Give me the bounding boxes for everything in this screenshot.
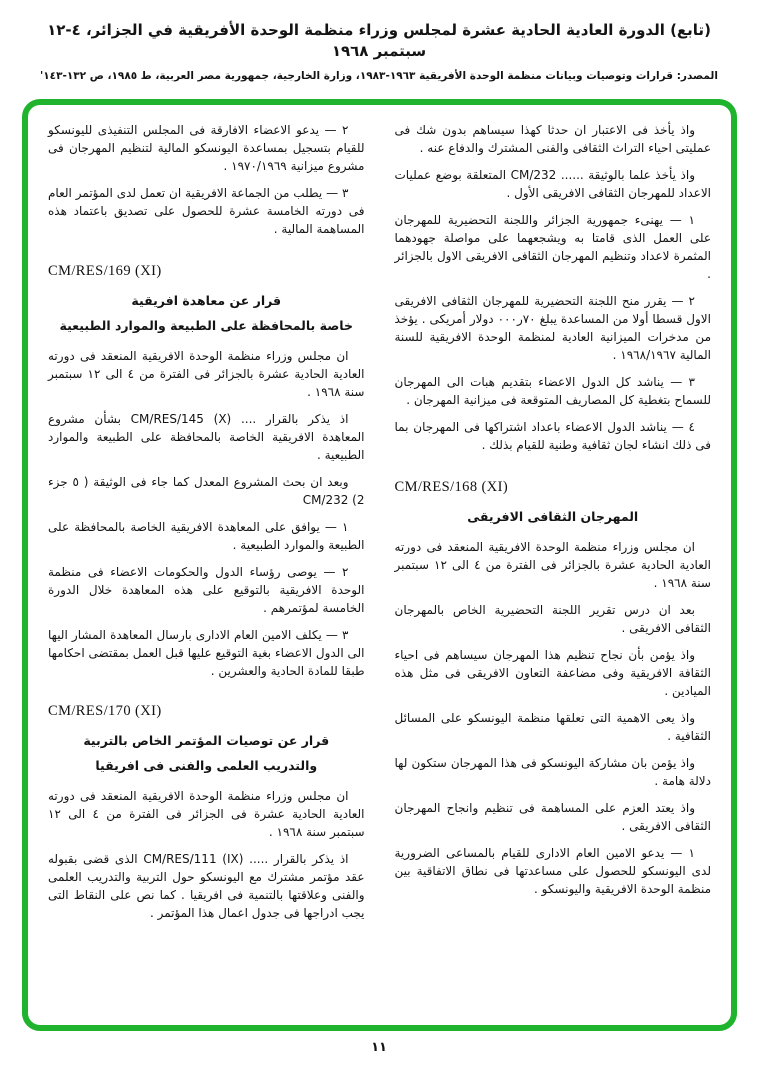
paragraph: ٢ — يدعو الاعضاء الافارقة فى المجلس التنفيذى لليونسكو للقيام بتسجيل بمساعدة اليونسكو المالية لتنظيم المهرجان فى مشروع ميزانية ١٩٧٠/١٩٦٩ . [48,123,365,173]
paragraph: ٤ — يناشد الدول الاعضاء باعداد اشتراكها فى المهرجان بما فى ذلك انشاء لجان ثقافية وطنية للقيام بذلك . [394,420,711,452]
paragraph: واذ يأخذ علما بالوثيقة ...... CM/232 المتعلقة بوضع عمليات الاعداد للمهرجان الثقافى الافريقى الأول . [394,168,711,200]
paragraph: واذ يؤمن بان مشاركة اليونسكو فى هذا المهرجان ستكون لها دلالة هامة . [394,756,711,788]
paragraph: ٣ — يطلب من الجماعة الافريقية ان تعمل لدى المؤتمر العام فى دورته الخامسة عشرة للحصول على تصديق باعتماد هذه المساهمة المالية . [48,186,365,236]
column-left [48,121,365,1025]
paragraph: بعد ان درس تقرير اللجنة التحضيرية الخاص بالمهرجان الثقافى الافريقى . [394,603,711,635]
paragraph: اذ يذكر بالقرار ..... ‎CM/RES/111 (IX)‎ الذى قضى بقبوله عقد مؤتمر مشترك مع اليونسكو حول التربية والتدريب العلمى والفنى وعلاقتها بالتنمية فى افريقيا . كما نص على النقاط التى يجب ادراجها فى جدول اعمال هذا المؤتمر . [48,852,365,920]
paragraph: ٣ — يكلف الامين العام الادارى بارسال المعاهدة المشار اليها الى الدول الاعضاء بغية التوقيع عليها قبل العمل بمقتضى احكامها طبقا للمادة الحادية والعشرين . [48,628,365,678]
paragraph: اذ يذكر بالقرار .... ‎CM/RES/145 (X)‎ بشأن مشروع المعاهدة الافريقية الخاصة بالمحافظة على الطبيعة والموارد الطبيعية . [48,412,365,462]
resolution-code: CM/RES/169 (XI) [48,263,162,279]
page-number: ١١ [371,1040,387,1055]
resolution-code: CM/RES/170 (XI) [48,703,162,719]
paragraph: وبعد ان بحث المشروع المعدل كما جاء فى الوثيقة ( ٥ جزء ‎CM/232 (2‎ [48,475,365,507]
paragraph: ان مجلس وزراء منظمة الوحدة الافريقية المنعقد فى دورته العادية الحادية عشرة بالجزائر فى الفترة من ٤ الى ١٢ سبتمبر سنة ١٩٦٨ . [394,540,711,590]
resolution-code: CM/RES/168 (XI) [394,479,509,495]
paragraph: ٢ — يوصى رؤساء الدول والحكومات الاعضاء فى منظمة الوحدة الافريقية بالتوقيع على هذه المعاهدة خلال الدورة الخامسة لمؤتمرهم . [48,565,365,615]
resolution-title: قرار عن توصيات المؤتمر الخاص بالتربية [83,733,330,748]
paragraph: واذ يؤمن بأن نجاح تنظيم هذا المهرجان سيساهم فى احياء الثقافة الافريقية وفى مضاعفة التعاون الافريقى فى مثل هذه الميادين . [394,648,711,698]
resolution-title: المهرجان الثقافى الافريقى [467,509,639,524]
paragraph: ١ — يهنىء جمهورية الجزائر واللجنة التحضيرية للمهرجان على العمل الذى قامتا به ويشجعهما على مواصلة جهودهما المثمرة لاعداد وتنظيم المهرجان الثقافى الافريقى الاول بالجزائر . [394,213,711,281]
session-title: (تابع) الدورة العادية الحادية عشرة لمجلس وزراء منظمة الوحدة الأفريقية في الجزائر، ٤-١٢ سبتمبر ١٩٦٨ [47,21,711,60]
resolution-title: والتدريب العلمى والفنى فى افريقيا [95,758,318,773]
document-frame [22,99,737,1031]
paragraph: ٢ — يقرر منح اللجنة التحضيرية للمهرجان الثقافى الافريقى الاول قسطا أولا من المساعدة يبلغ ٧٠ر٠٠٠ دولار أمريكى . يؤخذ من مدخرات الميزانية العادية لمنظمة الوحدة الافريقية للسنة المالية ١٩٦٨/١٩٦٧ . [394,294,711,362]
paragraph: واذ يعتد العزم على المساهمة فى تنظيم وانجاح المهرجان الثقافى الافريقى . [394,801,711,833]
resolution-title: خاصة بالمحافظة على الطبيعة والموارد الطبيعية [59,318,353,333]
paragraph: ان مجلس وزراء منظمة الوحدة الافريقية المنعقد فى دورته العادية الحادية عشرة فى الجزائر فى الفترة من ٤ الى ١٢ سبتمبر سنة ١٩٦٨ . [48,789,365,839]
paragraph: واذ يأخذ فى الاعتبار ان حدثا كهذا سيساهم بدون شك فى عمليتى احياء التراث الثقافى والفنى المشترك والدفاع عنه . [394,123,711,155]
source-line: المصدر: قرارات وتوصيات وبيانات منظمة الوحدة الأفريقية ١٩٦٣-١٩٨٣، وزارة الخارجية، جمهورية مصر العربية، ط ١٩٨٥، ص ١٣٢-١٤٣' [40,70,718,82]
resolution-title: قرار عن معاهدة افريقية [131,293,282,308]
paragraph: ١ — يوافق على المعاهدة الافريقية الخاصة بالمحافظة على الطبيعة والموارد الطبيعية . [48,520,365,552]
paragraph: ٣ — يناشد كل الدول الاعضاء بتقديم هبات الى المهرجان للسماح بتغطية كل المصاريف المتوقعة فى ميزانية المهرجان . [394,375,711,407]
paragraph: واذ يعى الاهمية التى تعلقها منظمة اليونسكو على المسائل الثقافية . [394,711,711,743]
paragraph: ان مجلس وزراء منظمة الوحدة الافريقية المنعقد فى دورته العادية الحادية عشرة بالجزائر فى الفترة من ٤ الى ١٢ سبتمبر سنة ١٩٦٨ . [48,349,365,399]
column-right [395,121,712,1025]
page-header [0,0,758,82]
paragraph: ١ — يدعو الامين العام الادارى للقيام بالمساعى الضرورية لدى اليونسكو للحصول على مساعدتها فى نطاق الاتفاقية بين منظمة الوحدة الافريقية واليونسكو . [394,846,711,896]
